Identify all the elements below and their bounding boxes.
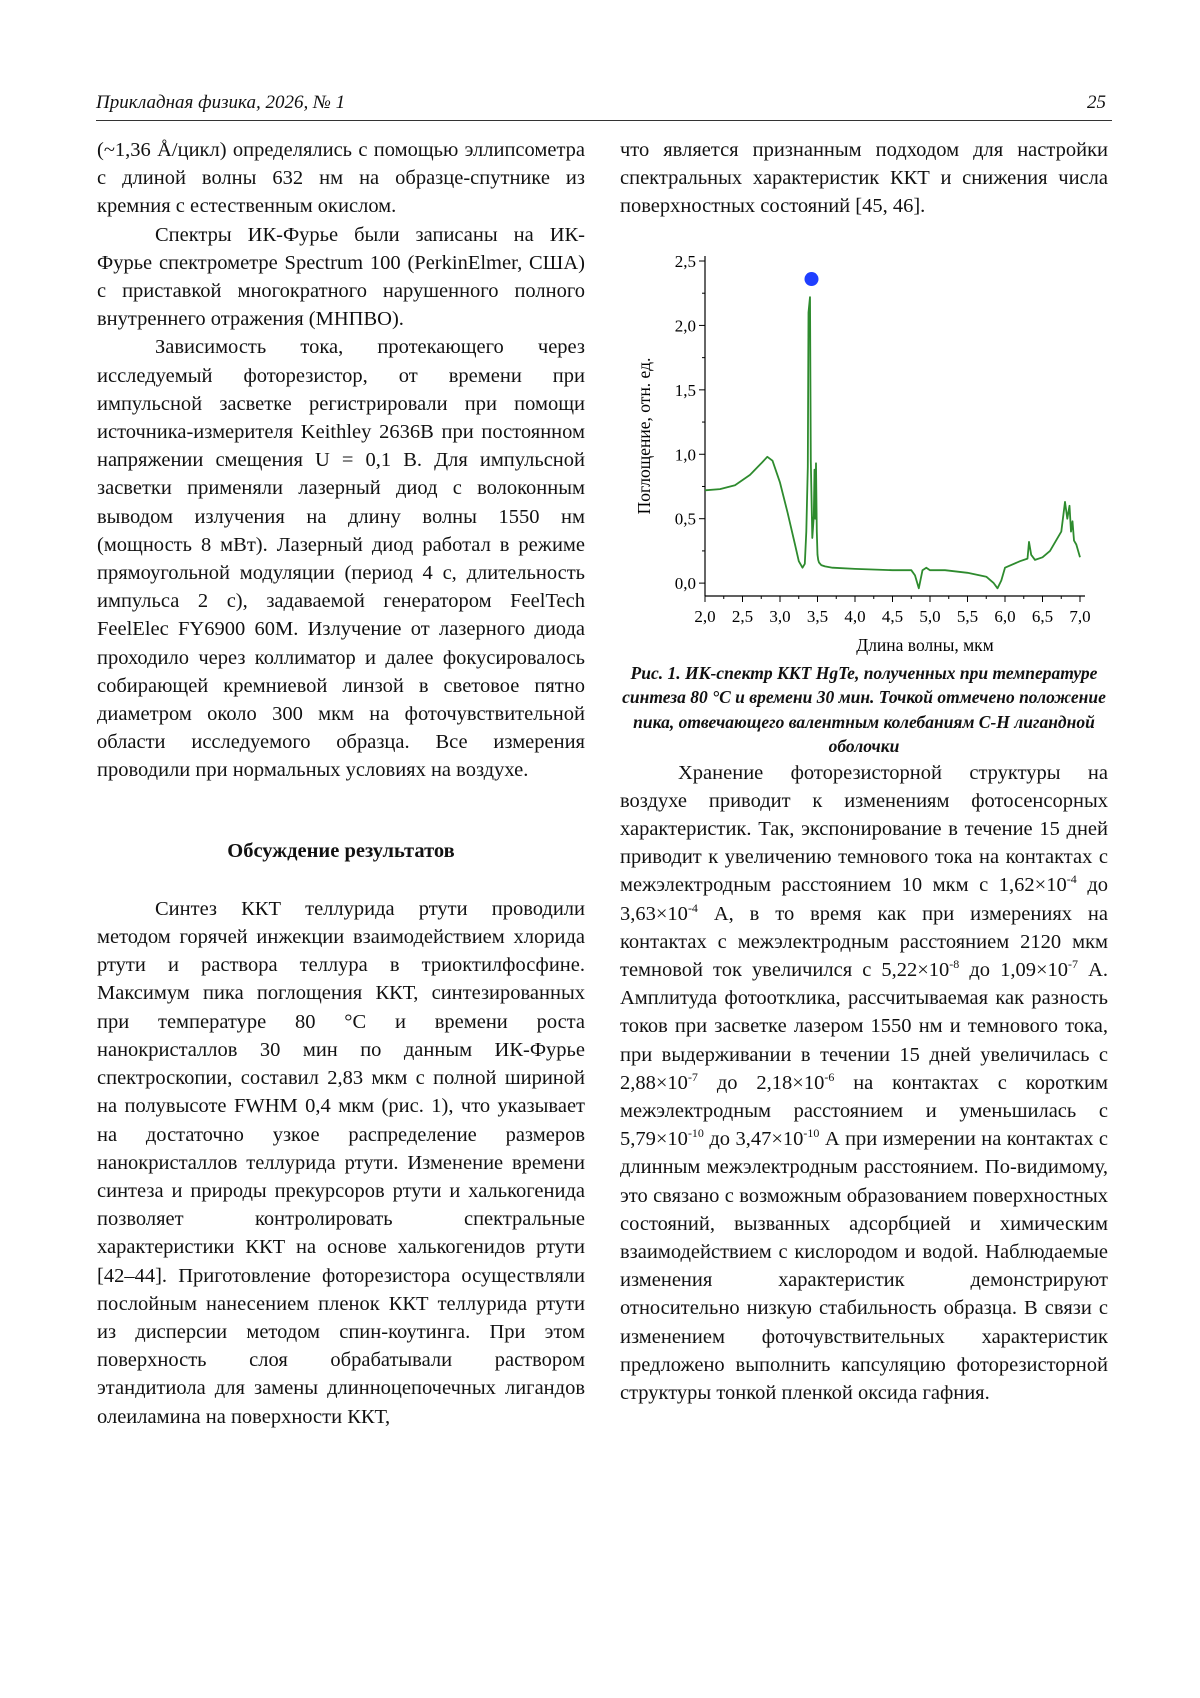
text-run: А при измерении на контактах с длинным межэлектродным расстоянием. По-видимому, это связано с возможным образованием поверхностных состояний, вызванных адсорбцией и химическим взаимодействием с кислородом и водой. Наблюдаемые изменения характеристик демонстрируют относительно низкую стабильность образца. В связи с изменением фоточувствительных характеристик предложено выполнить капсуляцию фоторезисторной структуры тонкой пленкой оксида гафния.	[620, 1128, 1108, 1405]
x-tick-label: 2,5	[731, 606, 754, 626]
y-tick-label: 0,0	[674, 573, 696, 593]
paragraph: что является признанным подходом для настройки спектральных характеристик ККТ и снижения числа поверхностных состояний [45, 46].	[620, 139, 1108, 218]
text-run: до 2,18×10	[697, 1071, 825, 1094]
paragraph: Синтез ККТ теллурида ртути проводили методом горячей инжекции взаимодействием хлорида ртути и раствора теллура в триоктилфосфине. Максимум пика поглощения ККТ, синтезированных при температуре 80 °C и времени роста нанокристаллов 30 мин по данным ИК-Фурье спектроскопии, составил 2,83 мкм с полной шириной на полувысоте FWHM 0,4 мкм (рис. 1), что указывает на достаточно узкое распределение размеров нанокристаллов теллурида ртути. Изменение времени синтеза и природы прекурсоров ртути и халькогенида позволяет контролировать спектральные характеристики ККТ на основе халькогенидов ртути [42–44]. Приготовление фоторезистора осуществляли послойным нанесением пленок ККТ теллурида ртути из дисперсии методом спин-коутинга. При этом поверхность слоя обрабатывали раствором этандитиола для замены длинноцепочечных лигандов олеиламина на поверхности ККТ,	[97, 897, 585, 1428]
x-tick-label: 6,5	[1031, 606, 1054, 626]
x-tick-label: 3,0	[769, 606, 791, 626]
exponent: -8	[949, 957, 960, 972]
y-tick-label: 1,0	[674, 444, 696, 464]
section-title: Обсуждение результатов	[227, 839, 455, 862]
y-tick-label: 2,0	[674, 316, 696, 336]
text-run: до 3,47×10	[703, 1128, 804, 1151]
figure-caption: Рис. 1. ИК-спектр ККТ HgTe, полученных при температуре синтеза 80 °C и времени 30 мин. Точкой отмечено положение пика, отвечающего валентным колебаниям С-Н лигандной оболочки	[622, 662, 1106, 757]
y-tick-label: 1,5	[674, 380, 696, 400]
x-tick-label: 4,5	[881, 606, 904, 626]
journal-title: Прикладная физика, 2026, № 1	[96, 92, 346, 113]
exponent: -6	[824, 1069, 835, 1084]
paragraph: Спектры ИК-Фурье были записаны на ИК-Фурье спектрометре Spectrum 100 (PerkinElmer, США) с приставкой многократного нарушенного полного внутреннего отражения (МНПВО).	[97, 223, 585, 331]
x-axis-label: Длина волны, мкм	[856, 634, 994, 655]
peak-marker	[805, 272, 819, 286]
chart-plot	[705, 272, 1080, 588]
page-number: 25	[1087, 92, 1106, 113]
text-run: А, в то время как при измерениях на контактах с межэлектродным расстоянием 2120 мкм темновой ток увеличился с 5,22×10	[620, 902, 1108, 982]
text-run: на контактах с коротким межэлектродным расстоянием и уменьшилась с 5,79×10	[620, 1071, 1108, 1151]
y-tick-label: 2,5	[674, 251, 696, 271]
y-axis-label: Поглощение, отн. ед.	[634, 357, 654, 514]
x-tick-label: 2,0	[694, 606, 716, 626]
exponent: -4	[1066, 872, 1077, 887]
exponent: -7	[1068, 957, 1079, 972]
left-column	[97, 136, 585, 1431]
text-run: до 3,63×10	[620, 874, 1108, 925]
x-tick-label: 3,5	[806, 606, 829, 626]
exponent: -10	[803, 1126, 820, 1141]
exponent: -7	[687, 1069, 698, 1084]
y-tick-label: 0,5	[674, 509, 696, 529]
running-header	[96, 90, 1112, 121]
x-tick-label: 6,0	[994, 606, 1016, 626]
x-tick-label: 5,5	[956, 606, 979, 626]
paragraph	[620, 759, 1108, 1408]
text-run: до 1,09×10	[959, 959, 1069, 982]
right-column	[620, 136, 1108, 1407]
ir-spectrum-chart	[620, 241, 1108, 661]
x-tick-label: 5,0	[919, 606, 941, 626]
figure-1	[620, 241, 1108, 661]
x-tick-label: 4,0	[844, 606, 866, 626]
paragraph: (~1,36 Å/цикл) определялись с помощью эллипсометра с длиной волны 632 нм на образце-спутнике из кремния с естественным окислом.	[97, 139, 585, 218]
spectrum-line	[705, 297, 1080, 588]
text-run: А. Амплитуда фотоотклика, рассчитываемая как разность токов при засветке лазером 1550 нм и темнового тока, при выдерживании в течении 15 дней увеличилась с 2,88×10	[620, 959, 1108, 1094]
text-run: Хранение фоторезисторной структуры на воздухе приводит к изменениям фотосенсорных характеристик. Так, экспонирование в течение 15 дней приводит к увеличению темнового тока на контактах с межэлектродным расстоянием 10 мкм с 1,62×10	[620, 761, 1108, 897]
x-tick-label: 7,0	[1069, 606, 1091, 626]
paragraph: Зависимость тока, протекающего через исследуемый фоторезистор, от времени при импульсной засветке регистрировали при помощи источника-измерителя Keithley 2636B при постоянном напряжении смещения U = 0,1 В. Для импульсной засветки применяли лазерный диод с волоконным выводом излучения на длину волны 1550 нм (мощность 8 мВт). Лазерный диод работал в режиме прямоугольной модуляции (период 4 с, длительность импульса 2 с), задаваемой генератором FeelTech FeelElec FY6900 60M. Излучение от лазерного диода проходило через коллиматор и далее фокусировалось собирающей кремниевой линзой в световое пятно диаметром около 300 мкм на фоточувствительной области исследуемого образца. Все измерения проводили при нормальных условиях на воздухе.	[97, 336, 585, 782]
exponent: -4	[687, 900, 698, 915]
exponent: -10	[687, 1126, 704, 1141]
